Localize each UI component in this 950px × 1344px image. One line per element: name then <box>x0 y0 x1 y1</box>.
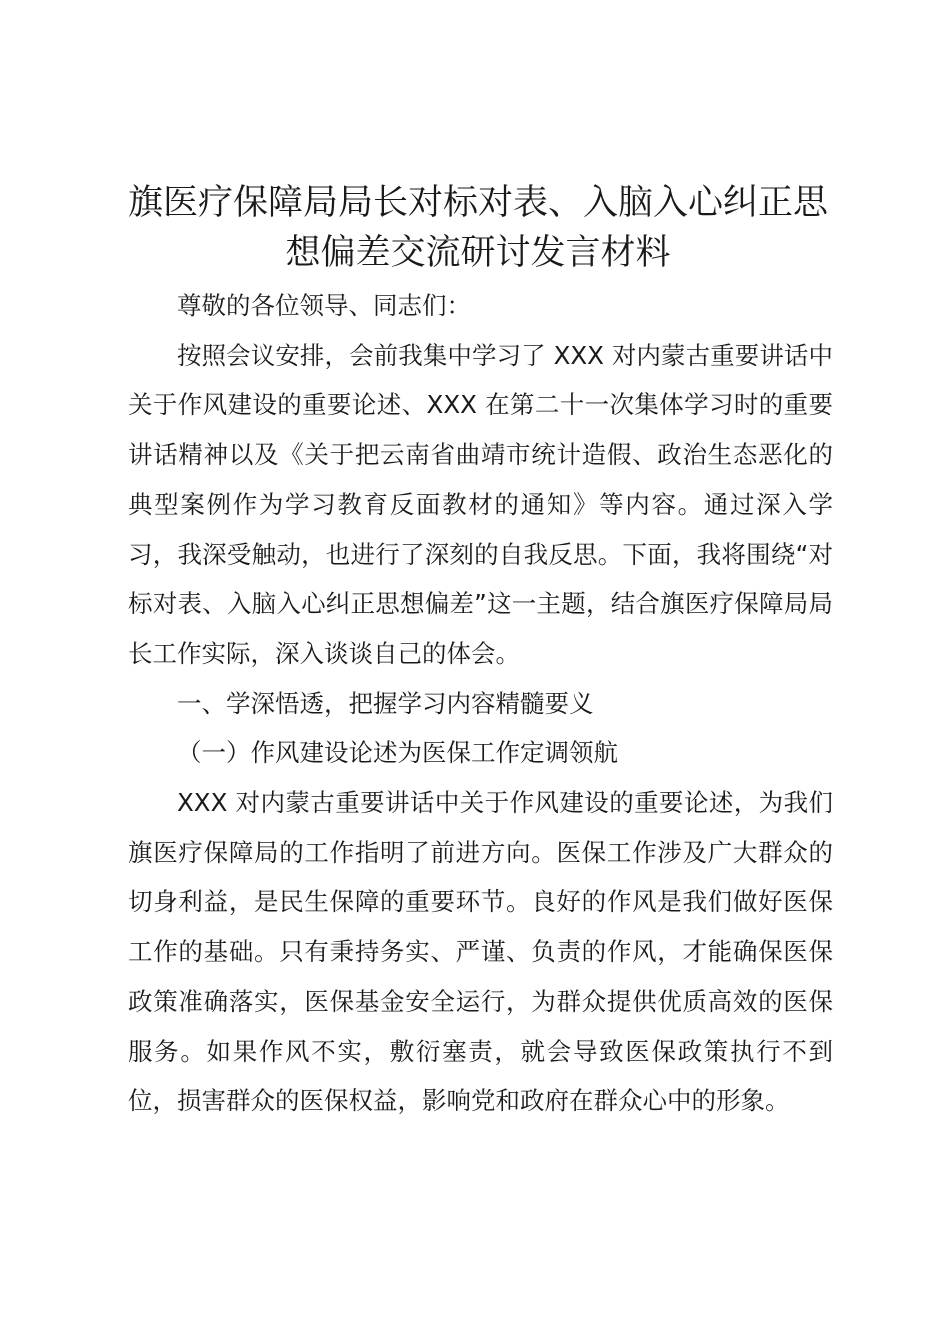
title-line-1: 旗医疗保障局局长对标对表、入脑入心纠正思 <box>127 183 828 223</box>
title-line-2: 想偏差交流研讨发言材料 <box>285 233 671 273</box>
intro-paragraph: 按照会议安排，会前我集中学习了 XXX 对内蒙古重要讲话中关于作风建设的重要论述、XXX 在第二十一次集体学习时的重要讲话精神以及《关于把云南省曲靖市统计造假、政治生态恶化的典型案例作为学习教育反面教材的通知》等内容。通过深入学习，我深受触动，也进行了深刻的自我反思。下面，我将围绕“对标对表、入脑入心纠正思想偏差”这一主题，结合旗医疗保障局局长工作实际，深入谈谈自己的体会。 <box>128 340 833 668</box>
salutation: 尊敬的各位领导、同志们： <box>177 291 471 320</box>
body-paragraph: XXX 对内蒙古重要讲话中关于作风建设的重要论述，为我们旗医疗保障局的工作指明了前进方向。医保工作涉及广大群众的切身利益，是民生保障的重要环节。良好的作风是我们做好医保工作的基础。只有秉持务实、严谨、负责的作风，才能确保医保政策准确落实，医保基金安全运行，为群众提供优质高效的医保服务。如果作风不实，敷衍塞责，就会导致医保政策执行不到位，损害群众的医保权益，影响党和政府在群众心中的形象。 <box>128 788 833 1116</box>
document-body <box>128 281 833 1126</box>
document-title <box>118 178 838 278</box>
subsection-heading: （一）作风建设论述为医保工作定调领航 <box>177 738 618 768</box>
section-heading: 一、学深悟透，把握学习内容精髓要义 <box>177 688 594 718</box>
